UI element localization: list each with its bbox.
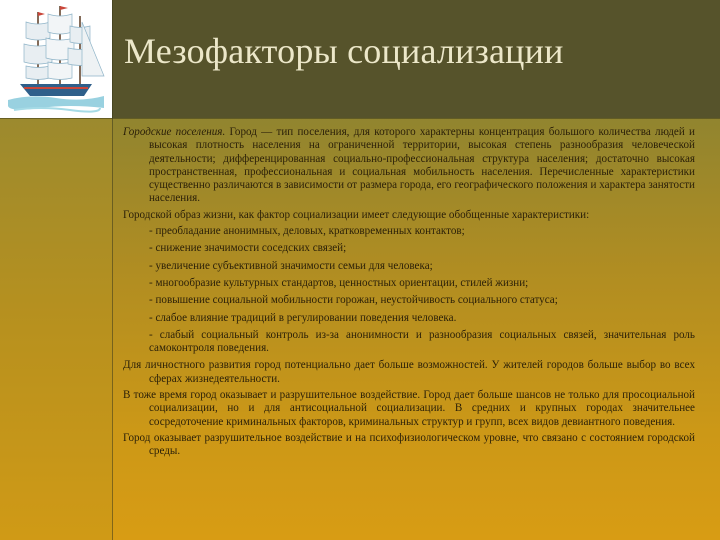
list-item: - многообразие культурных стандартов, ценностных ориентации, стилей жизни;	[149, 276, 529, 289]
paragraph-city-settlements	[123, 126, 695, 206]
paragraph-personal-development: Для личностного развития город потенциально дает больше возможностей. У жителей городов больше выбор во всех сферах жизнедеятельности.	[123, 359, 695, 385]
list-item: - слабое влияние традиций в регулировании поведения человека.	[149, 311, 457, 324]
horizontal-divider	[0, 118, 720, 119]
page-title: Мезофакторы социализации	[124, 31, 564, 71]
sailing-ship-icon	[0, 0, 112, 118]
list-item: - снижение значимости соседских связей;	[149, 242, 347, 255]
paragraph-text: Город — тип поселения, для которого характерны концентрация большого количества людей и высокая плотность населения на ограниченной территории, высокая степень разнообразия человеческой деятельности; дифференцированная социально-профессиональная структура населения; достаточно высокая пространственная, профессиональная и социальная мобильность населения. Перечисленные характеристики существенно различаются в зависимости от размера города, его географического положения и характера занятости населения.	[149, 126, 695, 205]
slide-body	[123, 126, 695, 462]
list-item: - слабый социальный контроль из-за анонимности и разнообразия социальных связей, значительная роль самоконтроля поведения.	[149, 328, 695, 355]
paragraph-lead: Городские поселения.	[123, 126, 226, 138]
list-item: - преобладание анонимных, деловых, кратковременных контактов;	[149, 225, 465, 238]
paragraph-psychophysiological: Город оказывает разрушительное воздействие и на психофизиологическом уровне, что связано с состоянием городской среды.	[123, 431, 695, 458]
paragraph-urban-lifestyle: Городской образ жизни, как фактор социализации имеет следующие обобщенные характеристики:	[123, 208, 590, 221]
left-stripe	[0, 118, 112, 540]
list-item: - повышение социальной мобильности горожан, неустойчивость социального статуса;	[149, 294, 558, 307]
vertical-divider	[112, 0, 113, 540]
paragraph-destructive-impact: В тоже время город оказывает и разрушительное воздействие. Город дает больше шансов не только для просоциальной социализации, но и для антисоциальной социализации. В средних и крупных городах значительнее сосредоточение криминальных факторов, криминальных структур и групп, всех видов девиантного поведения.	[123, 389, 695, 428]
list-item: - увеличение субъективной значимости семьи для человека;	[149, 259, 433, 272]
logo-panel	[0, 0, 112, 118]
